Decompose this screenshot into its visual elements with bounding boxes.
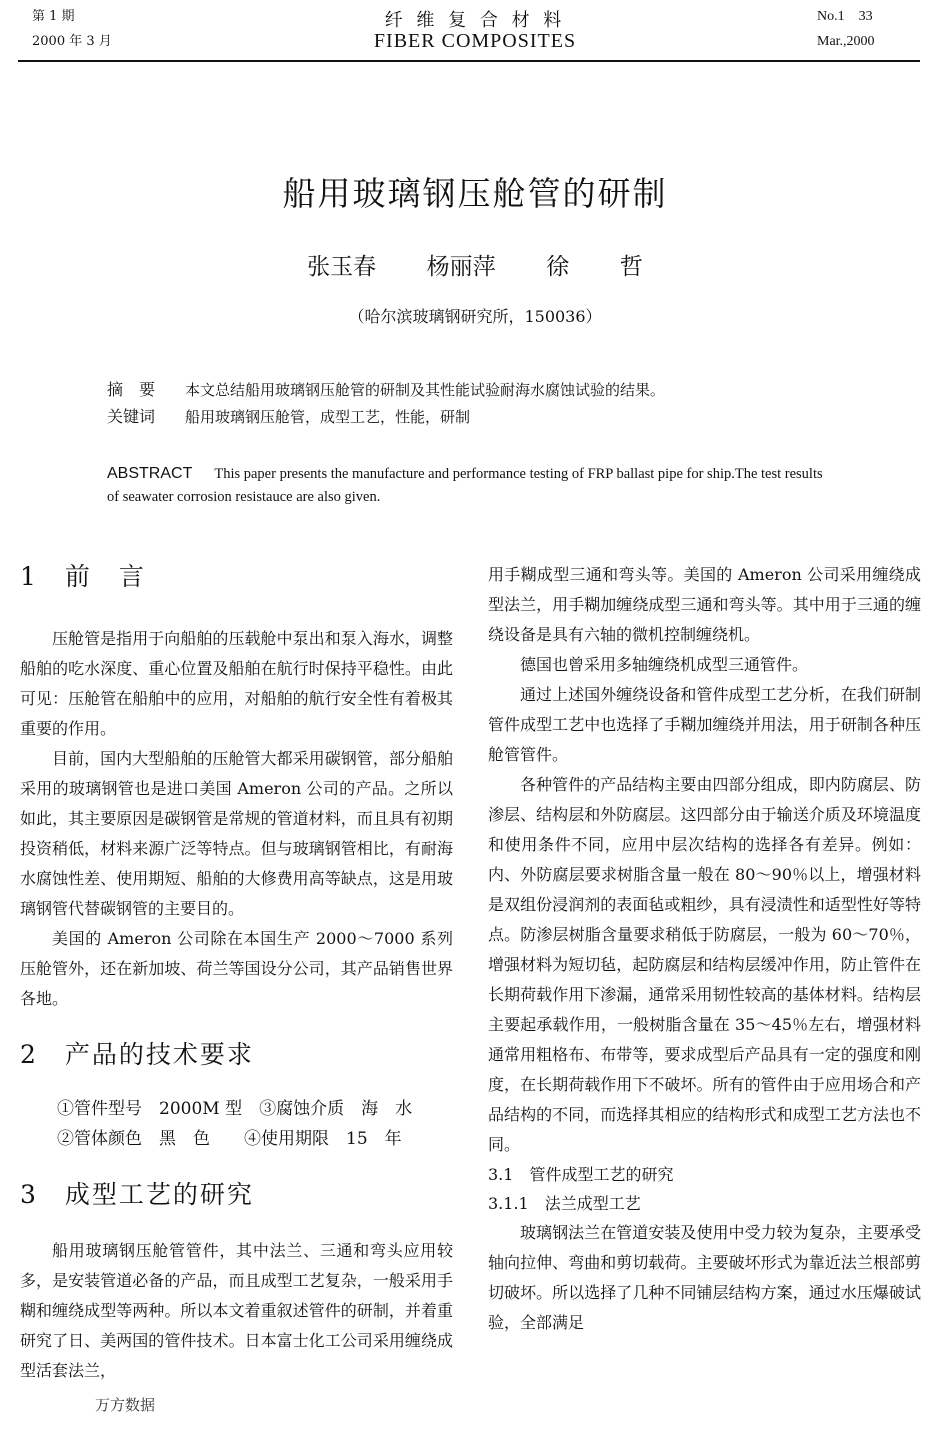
abstract-en-label: ABSTRACT (107, 465, 193, 482)
subsection-3-1-1-title: 3.1.1 法兰成型工艺 (488, 1194, 641, 1213)
issue-page-en: No.1 33 (817, 9, 873, 24)
keywords-label: 关键词 (107, 407, 156, 426)
body-paragraph: 通过上述国外缠绕设备和管件成型工艺分析，在我们研制管件成型工艺中也选择了手糊加缠绕并用法，用于研制各种压舱管管件。 (488, 685, 921, 764)
body-paragraph: 玻璃钢法兰在管道安装及使用中受力较为复杂，主要承受轴向拉伸、弯曲和剪切载荷。主要破坏形式为靠近法兰根部剪切破坏。所以选择了几种不同铺层结构方案，通过水压爆破试验，全部满足 (488, 1223, 921, 1332)
subsection-3-1-title: 3.1 管件成型工艺的研究 (488, 1165, 674, 1184)
section-1-title: 1 前 言 (20, 562, 146, 591)
right-column (488, 560, 921, 1338)
issue-date: 2000 年 3 月 (32, 34, 112, 49)
footer-watermark: 万方数据 (95, 1396, 156, 1414)
header-rule (18, 60, 920, 62)
spec-line: ①管件型号 2000M 型 ③腐蚀介质 海 水 (57, 1099, 413, 1119)
section-1-paragraph: 美国的 Ameron 公司除在本国生产 2000～7000 系列压舱管外，还在新加坡、荷兰等国设分公司，其产品销售世界各地。 (20, 929, 453, 1008)
authors: 张玉春 杨丽萍 徐 哲 (307, 254, 643, 280)
abstract-en (107, 462, 835, 509)
affiliation: （哈尔滨玻璃钢研究所，150036） (348, 307, 602, 326)
body-paragraph: 德国也曾采用多轴缠绕机成型三通管件。 (520, 655, 809, 674)
journal-title-cn: 纤 维 复 合 材 料 (384, 10, 566, 31)
left-column (20, 562, 453, 1386)
keywords (107, 404, 470, 427)
body-paragraph: 各种管件的产品结构主要由四部分组成，即内防腐层、防渗层、结构层和外防腐层。这四部分由于输送介质及环境温度和使用条件不同，应用中层次结构的选择各有差异。例如：内、外防腐层要求树脂含量一般在 80～90％以上，增强材料是双组份浸润剂的表面毡或粗纱，具有浸渍性和适型性好等特点。防渗层树脂含量要求稍低于防腐层，一般为 60～70％，增强材料为短切毡，起防腐层和结构层缓冲作用，防止管件在长期荷载作用下渗漏，通常采用韧性较高的基体材料。结构层主要起承载作用，一般树脂含量在 35～45％左右，增强材料通常用粗格布、布带等，要求成型后产品具有一定的强度和刚度，在长期荷载作用下不破坏。所有的管件由于应用场合和产品结构的不同，而选择其相应的结构形式和成型工艺方法也不同。 (488, 775, 921, 1154)
paper-title: 船用玻璃钢压舱管的研制 (282, 174, 668, 213)
section-1-paragraph: 目前，国内大型船舶的压舱管大都采用碳钢管，部分船舶采用的玻璃钢管也是进口美国 Ameron 公司的产品。之所以如此，其主要原因是碳钢管是常规的管道材料，而且具有初期投资稍低，材料来源广泛等特点。但与玻璃钢管相比，有耐海水腐蚀性差、使用期短、船舶的大修费用高等缺点，这是用玻璃钢管代替碳钢管的主要目的。 (20, 749, 453, 918)
body-paragraph: 用手糊成型三通和弯头等。美国的 Ameron 公司采用缠绕成型法兰，用手糊加缠绕成型三通和弯头等。其中用于三通的缠绕设备是具有六轴的微机控制缠绕机。 (488, 565, 921, 644)
section-3-title: 3 成型工艺的研究 (20, 1180, 254, 1209)
section-1-paragraph: 压舱管是指用于向船舶的压载舱中泵出和泵入海水，调整船舶的吃水深度、重心位置及船舶在航行时保持平稳性。由此可见：压舱管在船舶中的应用，对船舶的航行安全性有着极其重要的作用。 (20, 629, 453, 738)
abstract-cn-text: 本文总结船用玻璃钢压舱管的研制及其性能试验耐海水腐蚀试验的结果。 (185, 381, 666, 399)
abstract-en-text: This paper presents the manufacture and performance testing of FRP ballast pipe for ship.The test results of seawater corrosion resistauce are also given. (107, 466, 823, 505)
issue-number: 第 1 期 (32, 9, 75, 24)
abstract-cn-label: 摘 要 (107, 380, 156, 399)
spec-line: ②管体颜色 黑 色 ④使用期限 15 年 (57, 1129, 402, 1149)
issue-date-en: Mar.,2000 (817, 34, 875, 49)
journal-title-en: FIBER COMPOSITES (373, 30, 577, 52)
keywords-text: 船用玻璃钢压舱管，成型工艺，性能，研制 (185, 408, 471, 426)
abstract-cn (107, 377, 665, 400)
section-2-title: 2 产品的技术要求 (20, 1040, 254, 1069)
section-3-paragraph: 船用玻璃钢压舱管管件，其中法兰、三通和弯头应用较多，是安装管道必备的产品，而且成型工艺复杂，一般采用手糊和缠绕成型等两种。所以本文着重叙述管件的研制，并着重研究了日、美两国的管件技术。日本富士化工公司采用缠绕成型活套法兰， (20, 1241, 453, 1380)
